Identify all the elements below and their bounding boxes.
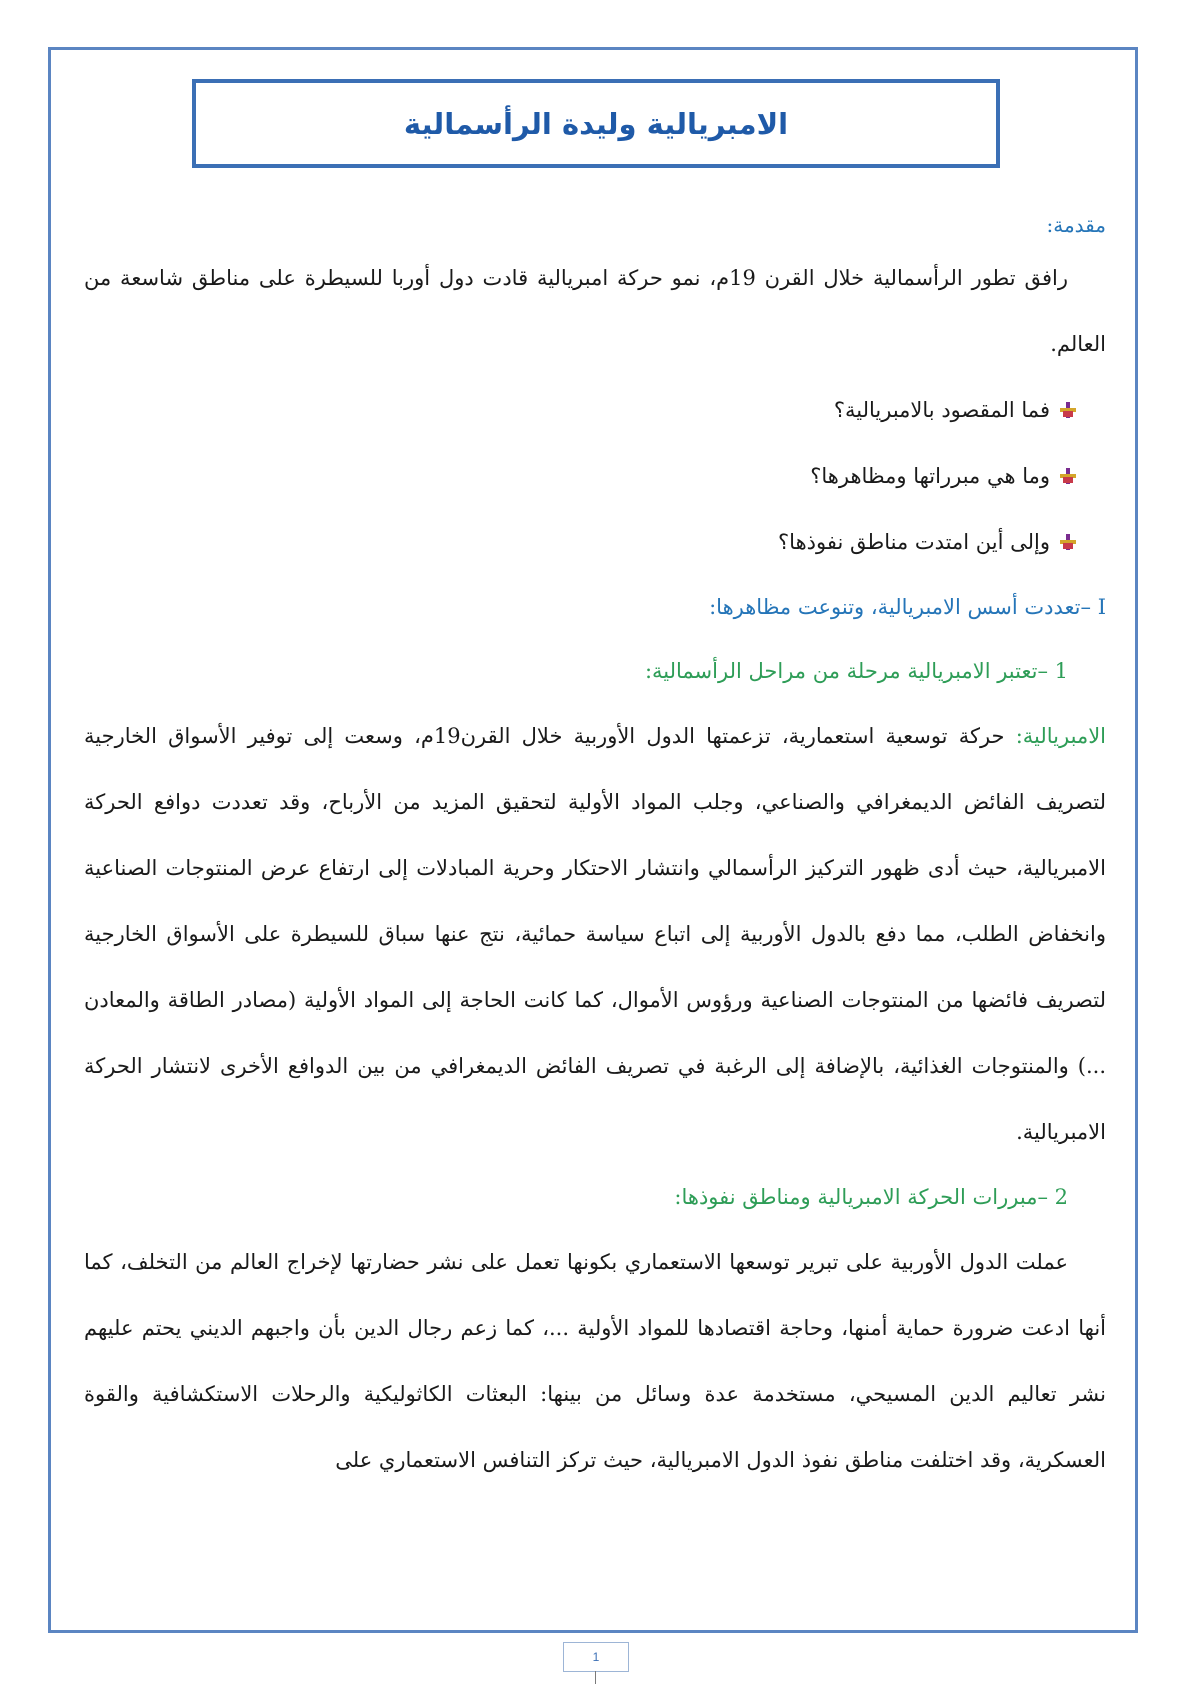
- cross-bullet-icon: [1060, 534, 1076, 550]
- definition-paragraph: [84, 703, 1106, 1165]
- subsection-heading-2: 2 –مبررات الحركة الامبريالية ومناطق نفوذها:: [674, 1185, 1068, 1209]
- question-text: فما المقصود بالامبريالية؟: [833, 398, 1050, 422]
- list-item: [84, 377, 1106, 443]
- question-text: وما هي مبرراتها ومظاهرها؟: [810, 464, 1050, 488]
- page-number-connector: [595, 1671, 596, 1684]
- page-number: 1: [592, 1650, 600, 1664]
- definition-text: حركة توسعية استعمارية، تزعمتها الدول الأوربية خلال القرن19م، وسعت إلى توفير الأسواق الخارجية لتصريف الفائض الديمغرافي والصناعي، وجلب المواد الأولية لتحقيق المزيد من الأرباح، وقد تعددت دوافع الحركة الامبريالية، حيث أدى ظهور التركيز الرأسمالي وانتشار الاحتكار وحرية المبادلات إلى ارتفاع عرض المنتوجات الصناعية وانخفاض الطلب، مما دفع بالدول الأوربية إلى اتباع سياسة حمائية، نتج عنها سباق للسيطرة على الأسواق الخارجية لتصريف فائضها من المنتوجات الصناعية ورؤوس الأموال، كما كانت الحاجة إلى المواد الأولية (مصادر الطاقة والمعادن ...) والمنتوجات الغذائية، بالإضافة إلى الرغبة في تصريف الفائض الديمغرافي من بين الدوافع الأخرى لانتشار الحركة الامبريالية.: [84, 724, 1106, 1144]
- cross-bullet-icon: [1060, 468, 1076, 484]
- list-item: [84, 443, 1106, 509]
- justification-paragraph: عملت الدول الأوربية على تبرير توسعها الاستعماري بكونها تعمل على نشر حضارتها لإخراج العالم من التخلف، كما أنها ادعت ضرورة حماية أمنها، وحاجة اقتصادها للمواد الأولية ...، كما زعم رجال الدين بأن واجبهم الديني يحتم عليهم نشر تعاليم الدين المسيحي، مستخدمة عدة وسائل من بينها: البعثات الكاثوليكية والرحلات الاستكشافية والقوة العسكرية، وقد اختلفت مناطق نفوذ الدول الامبريالية، حيث تركز التنافس الاستعماري على: [84, 1250, 1106, 1472]
- list-item: [84, 509, 1106, 575]
- question-list: [84, 377, 1106, 575]
- intro-paragraph: رافق تطور الرأسمالية خلال القرن 19م، نمو حركة امبريالية قادت دول أوربا للسيطرة على مناطق شاسعة من العالم.: [84, 266, 1106, 356]
- page-number-box: [563, 1642, 629, 1672]
- title-box: [192, 79, 1000, 168]
- document-body: [84, 205, 1106, 1493]
- intro-heading: مقدمة:: [1046, 213, 1106, 237]
- definition-term: الامبريالية:: [1015, 724, 1107, 748]
- question-text: وإلى أين امتدت مناطق نفوذها؟: [778, 530, 1050, 554]
- section-heading: I –تعددت أسس الامبريالية، وتنوعت مظاهرها:: [709, 595, 1106, 619]
- cross-bullet-icon: [1060, 402, 1076, 418]
- page-title: الامبريالية وليدة الرأسمالية: [403, 106, 789, 141]
- subsection-heading-1: 1 –تعتبر الامبريالية مرحلة من مراحل الرأسمالية:: [644, 659, 1068, 683]
